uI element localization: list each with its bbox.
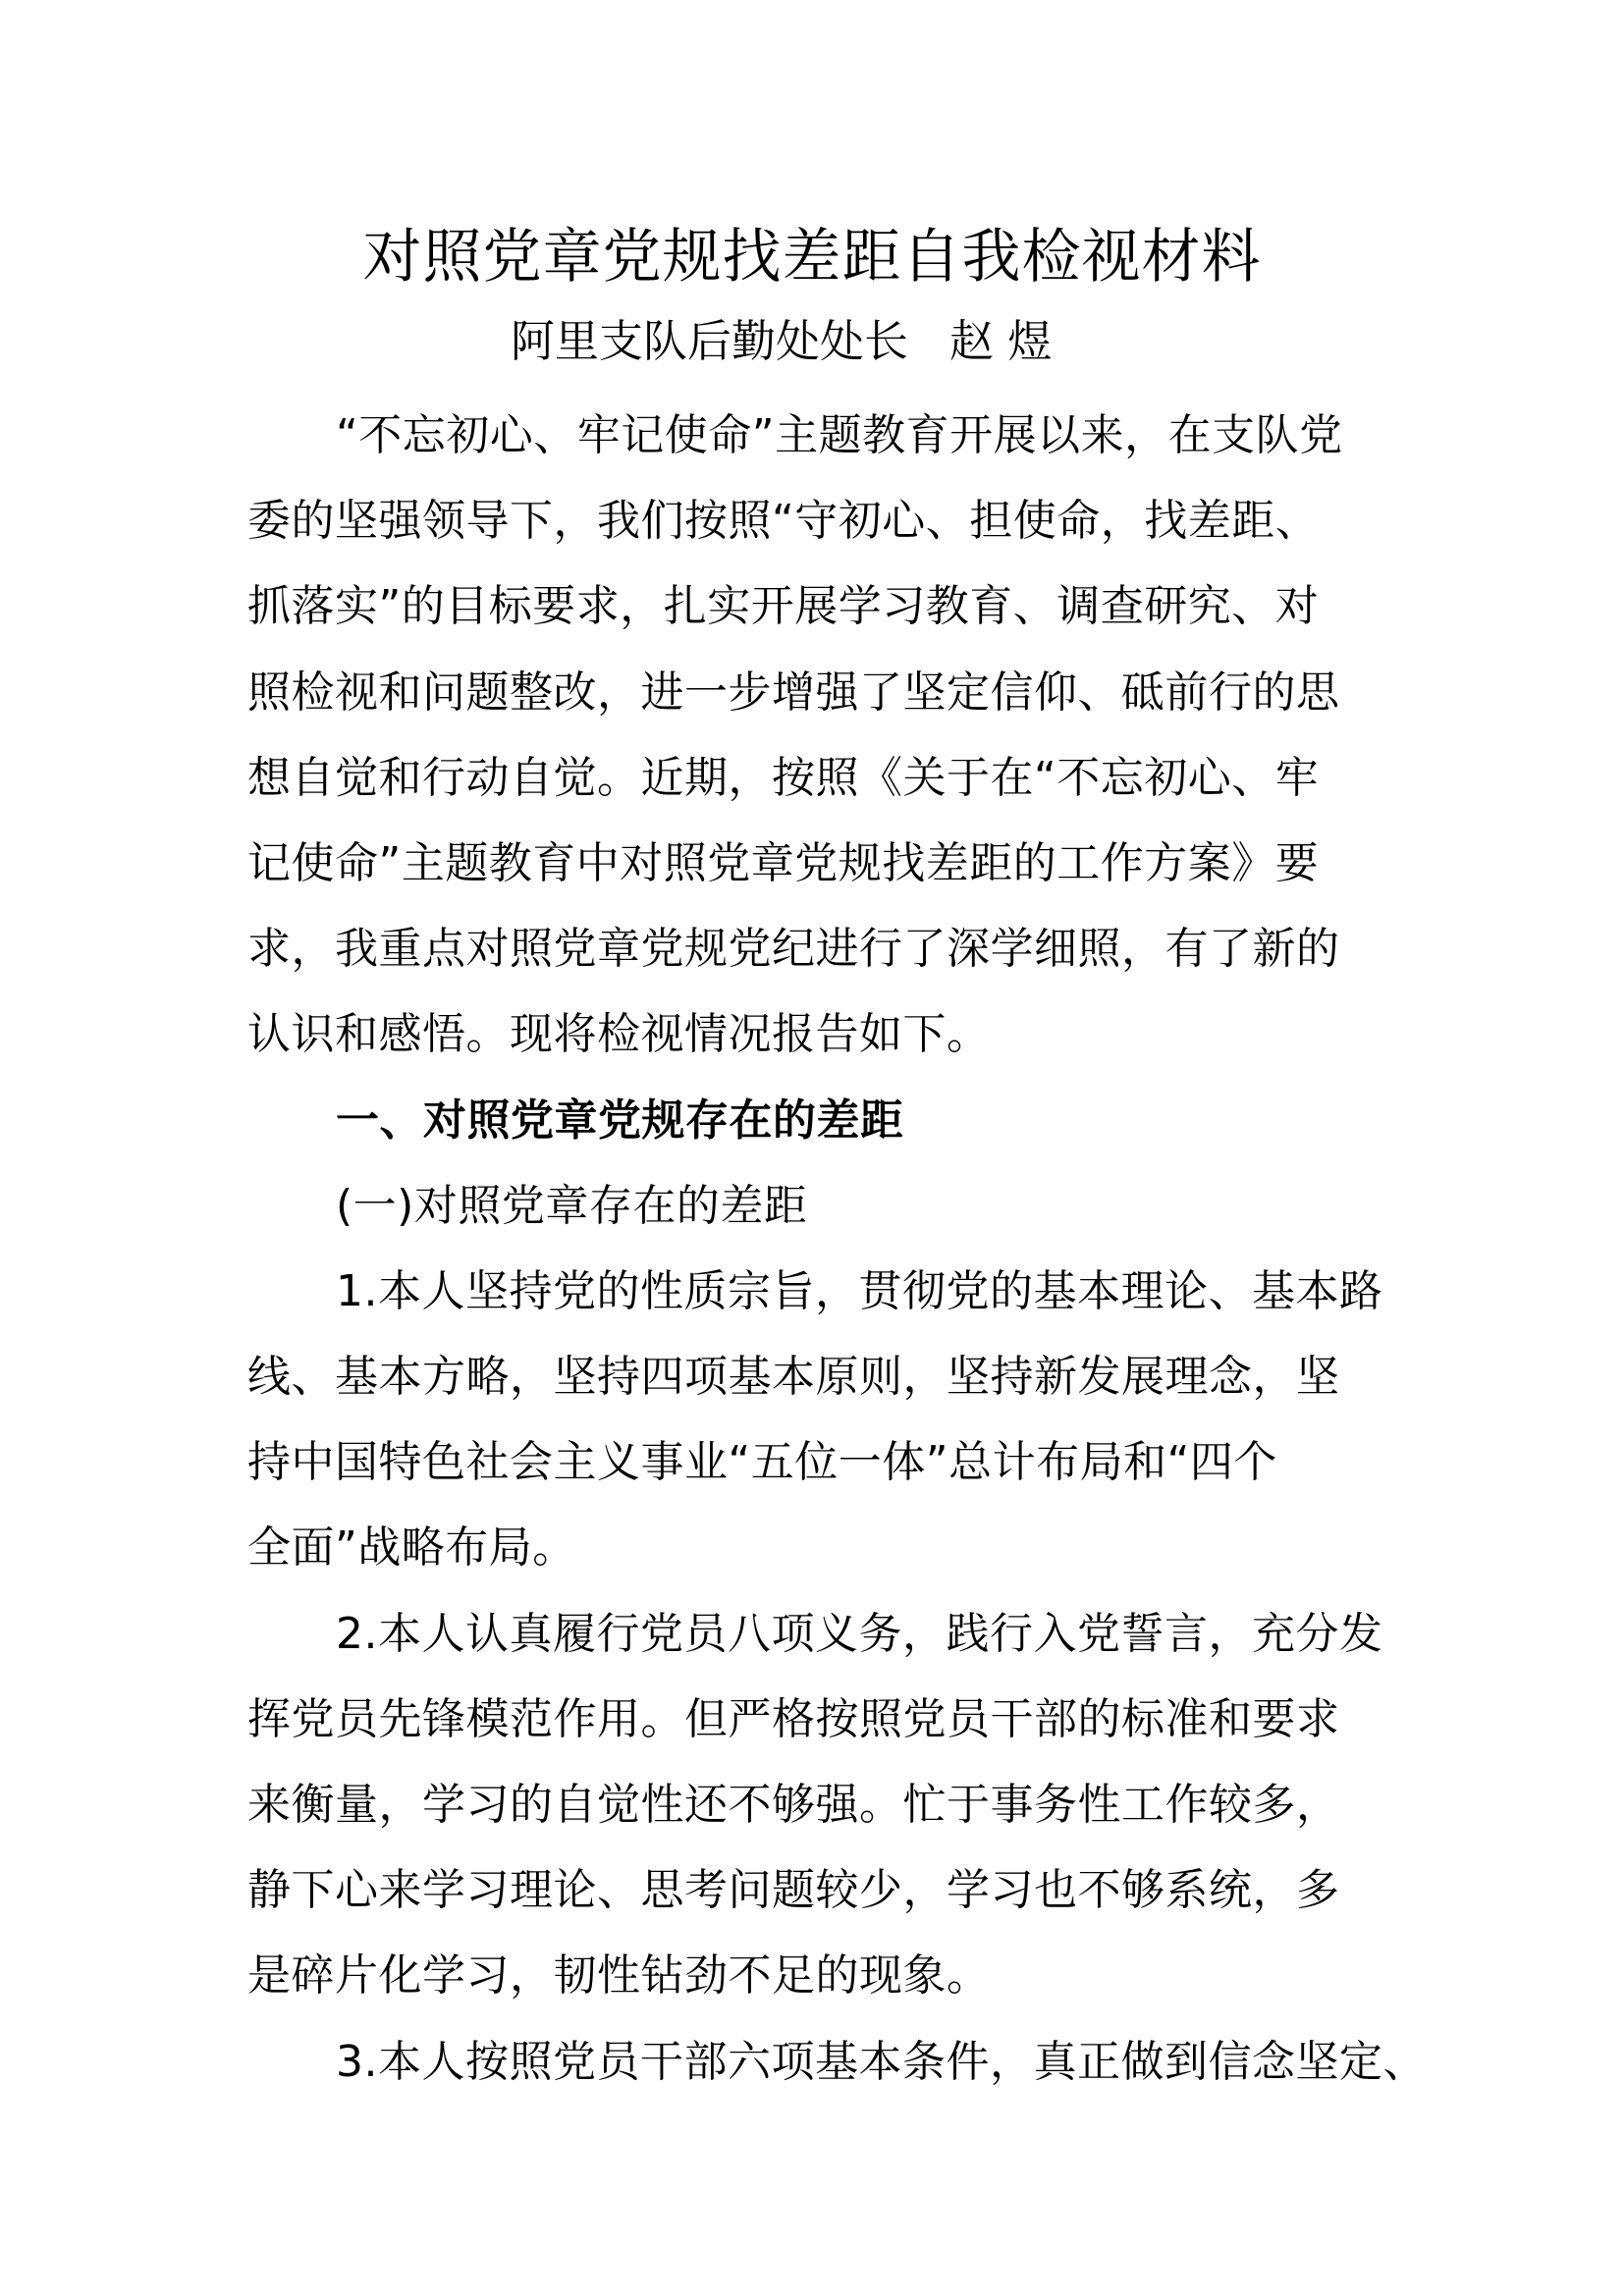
paragraph-line: 全面”战略布局。 (247, 1522, 576, 1574)
paragraph-line: 照检视和问题整改，进一步增强了坚定信仰、砥前行的思 (247, 667, 1340, 718)
author-position: 阿里支队后勤处处长 (511, 315, 909, 367)
paragraph-line: 2.本人认真履行党员八项义务，践行入党誓言，充分发 (336, 1608, 1383, 1659)
paragraph-line: 1.本人坚持党的性质宗旨，贯彻党的基本理论、基本路 (336, 1265, 1383, 1316)
document-body (247, 393, 1427, 2105)
paragraph-line: 来衡量，学习的自觉性还不够强。忙于事务性工作较多， (247, 1780, 1340, 1830)
paragraph-line: 抓落实”的目标要求，扎实开展学习教育、调查研究、对 (247, 581, 1320, 632)
paragraph-line: 记使命”主题教育中对照党章党规找差距的工作方案》要 (247, 837, 1320, 888)
paragraph-line: 挥党员先锋模范作用。但严格按照党员干部的标准和要求 (247, 1693, 1340, 1744)
author-line (511, 312, 1052, 371)
paragraph-line: 是碎片化学习，韧性钻劲不足的现象。 (247, 1950, 991, 2002)
section-heading: 一、对照党章党规存在的差距 (336, 1095, 904, 1146)
paragraph-line: 委的坚强领导下，我们按照“守初心、担使命，找差距、 (247, 496, 1320, 547)
paragraph-line: 想自觉和行动自觉。近期，按照《关于在“不忘初心、牢 (247, 752, 1320, 803)
document-title: 对照党章党规找差距自我检视材料 (362, 223, 1262, 292)
paragraph-line: 求，我重点对照党章党规党纪进行了深学细照，有了新的 (247, 924, 1340, 975)
paragraph-line: 线、基本方略，坚持四项基本原则，坚持新发展理念，坚 (247, 1352, 1340, 1403)
paragraph-line: 静下心来学习理论、思考问题较少，学习也不够系统，多 (247, 1865, 1340, 1916)
subsection-heading: (一)对照党章存在的差距 (336, 1180, 808, 1231)
author-name: 赵 煜 (949, 315, 1053, 367)
paragraph-line: 3.本人按照党员干部六项基本条件，真正做到信念坚定、 (336, 2036, 1427, 2087)
paragraph-line: 持中国特色社会主义事业“五位一体”总计布局和“四个 (247, 1437, 1277, 1488)
paragraph-line: 认识和感悟。现将检视情况报告如下。 (247, 1009, 991, 1060)
paragraph-line: “不忘初心、牢记使命”主题教育开展以来，在支队党 (336, 410, 1343, 460)
